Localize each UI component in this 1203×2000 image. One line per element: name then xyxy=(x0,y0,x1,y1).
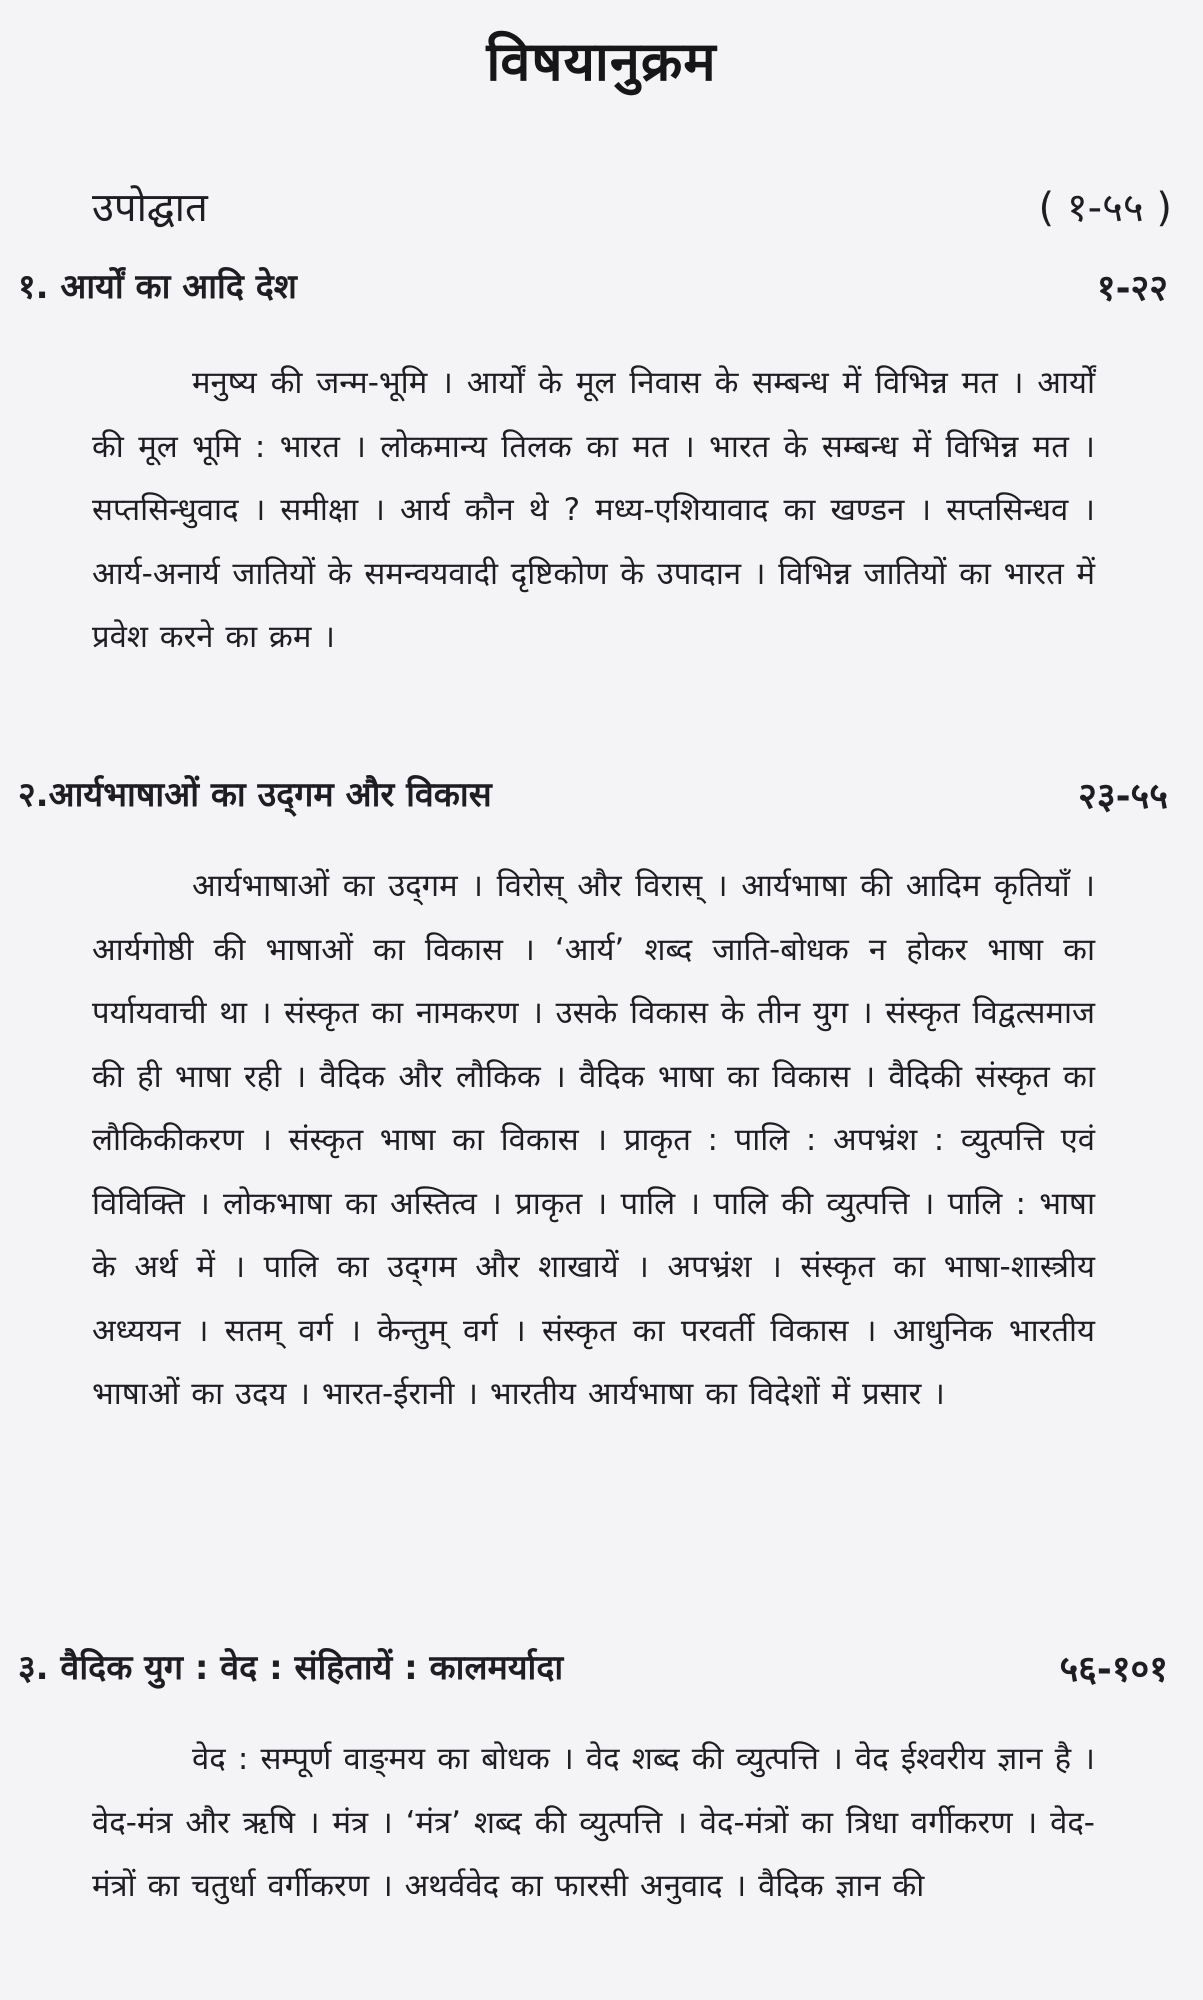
section-summary-2: आर्यभाषाओं का उद्‌गम । विरोस् और विरास् । आर्यभाषा की आदिम कृतियाँ । आर्यगोष्ठी की भाषाओं का विकास । ‘आर्य’ शब्द जाति-बोधक न होकर भाषा का पर्यायवाची था । संस्कृत का नामकरण । उसके विकास के तीन युग । संस्कृत विद्वत्समाज की ही भाषा रही । वैदिक और लौकिक । वैदिक भाषा का विकास । वैदिकी संस्कृत का लौकिकीकरण । संस्कृत भाषा का विकास । प्राकृत : पालि : अपभ्रंश : व्युत्पत्ति एवं विविक्ति । लोकभाषा का अस्तित्व । प्राकृत । पालि । पालि की व्युत्पत्ति । पालि : भाषा के अर्थ में । पालि का उद्‌गम और शाखायें । अपभ्रंश । संस्कृत का भाषा-शास्त्रीय अध्ययन । सतम् वर्ग । केन्तुम् वर्ग । संस्कृत का परवर्ती विकास । आधुनिक भारतीय भाषाओं का उदय । भारत-ईरानी । भारतीय आर्यभाषा का विदेशों में प्रसार । xyxy=(92,868,1095,1412)
section-page-range: ५६-१०१ xyxy=(1059,1649,1168,1690)
section-title: १. आर्यों का आदि देश xyxy=(18,267,297,307)
section-heading-3 xyxy=(18,1643,1168,1699)
page-title: विषयानुक्रम xyxy=(486,30,717,93)
section-page-range: १-२२ xyxy=(1096,268,1168,309)
intro-entry xyxy=(92,178,1172,238)
section-page-range: २३-५५ xyxy=(1078,776,1168,817)
section-summary-3: वेद : सम्पूर्ण वाङ्‌मय का बोधक । वेद शब्द की व्युत्पत्ति । वेद ईश्वरीय ज्ञान है । वेद-मंत्र और ऋषि । मंत्र । ‘मंत्र’ शब्द की व्युत्पत्ति । वेद-मंत्रों का त्रिधा वर्गीकरण । वेद-मंत्रों का चतुर्धा वर्गीकरण । अथर्ववेद का फारसी अनुवाद । वैदिक ज्ञान की xyxy=(92,1741,1095,1904)
intro-label: उपोद्घात xyxy=(92,185,208,231)
section-title: ३. वैदिक युग : वेद : संहितायें : कालमर्यादा xyxy=(18,1648,564,1688)
section-heading-1 xyxy=(18,262,1168,318)
section-heading-2 xyxy=(18,770,1168,826)
section-title: २.आर्यभाषाओं का उद्‌गम और विकास xyxy=(18,775,492,815)
intro-page-range: ( १-५५ ) xyxy=(1038,185,1172,231)
section-summary-1: मनुष्य की जन्म-भूमि । आर्यों के मूल निवास के सम्बन्ध में विभिन्न मत । आर्यों की मूल भूमि : भारत । लोकमान्य तिलक का मत । भारत के सम्बन्ध में विभिन्न मत । सप्तसिन्धुवाद । समीक्षा । आर्य कौन थे ? मध्य-एशियावाद का खण्डन । सप्तसिन्धव । आर्य-अनार्य जातियों के समन्वयवादी दृष्टिकोण के उपादान । विभिन्न जातियों का भारत में प्रवेश करने का क्रम । xyxy=(92,365,1095,655)
